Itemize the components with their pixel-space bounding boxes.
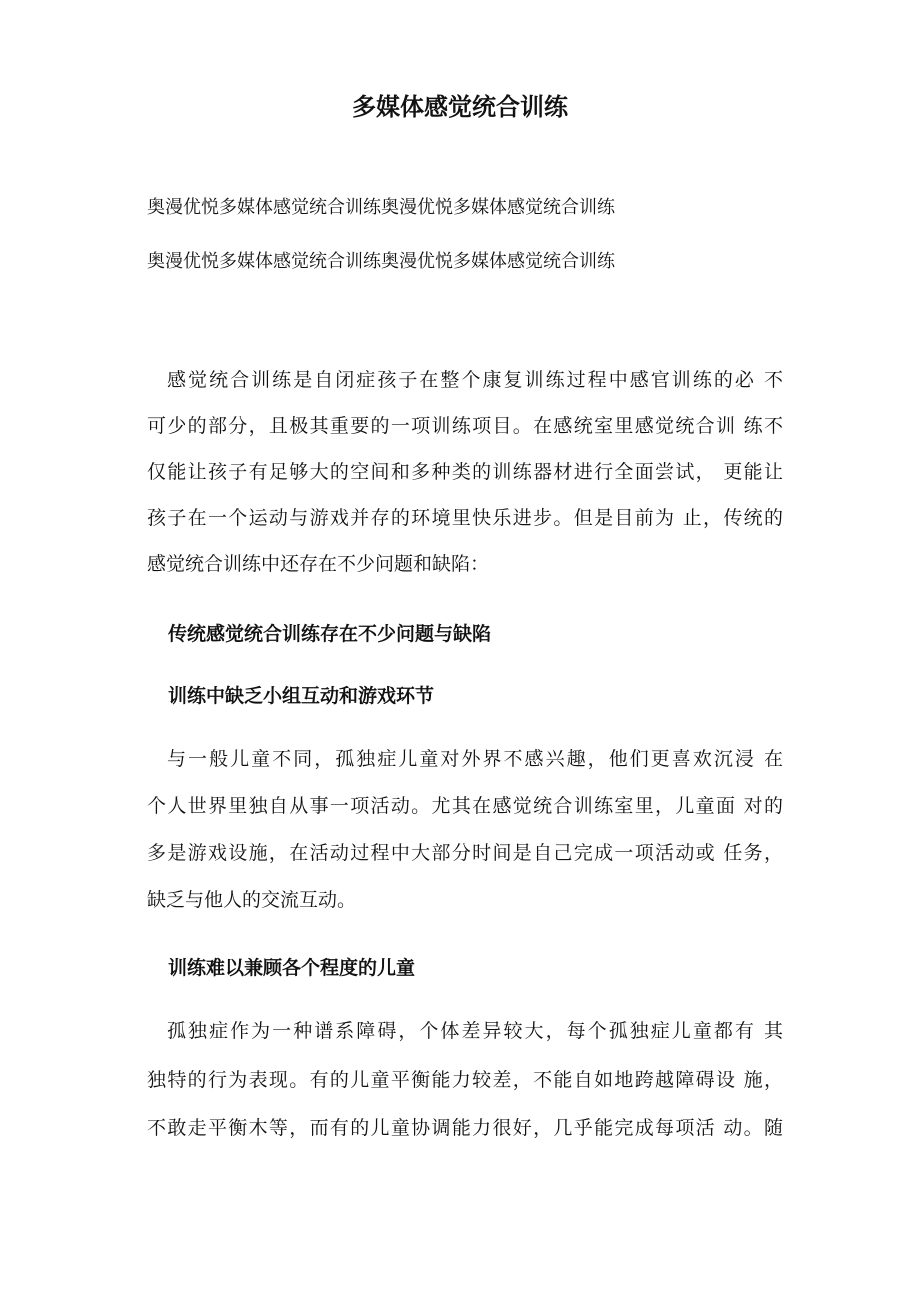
paragraph-line: 孩子在一个运动与游戏并存的环境里快乐进步。但是目前为 止，传统的 [147, 507, 783, 529]
paragraph-line: 缺乏与他人的交流互动。 [147, 889, 357, 911]
paragraph-line: 仅能让孩子有足够大的空间和多种类的训练器材进行全面尝试， 更能让 [147, 461, 783, 483]
paragraph-line: 不敢走平衡木等，而有的儿童协调能力很好，几乎能完成每项活 动。随 [147, 1117, 783, 1139]
paragraph-line: 多是游戏设施，在活动过程中大部分时间是自己完成一项活动或 任务， [147, 842, 783, 864]
paragraph-line: 感觉统合训练中还存在不少问题和缺陷： [147, 553, 490, 575]
subtitle-line: 奥漫优悦多媒体感觉统合训练奥漫优悦多媒体感觉统合训练 [147, 197, 615, 218]
section-heading: 传统感觉统合训练存在不少问题与缺陷 [168, 623, 492, 645]
paragraph-line: 感觉统合训练是自闭症孩子在整个康复训练过程中感官训练的必 不 [167, 369, 783, 391]
paragraph-line: 个人世界里独自从事一项活动。尤其在感觉统合训练室里，儿童面 对的 [147, 795, 783, 817]
paragraph-line: 独特的行为表现。有的儿童平衡能力较差，不能自如地跨越障碍设 施， [147, 1069, 783, 1091]
document-title: 多媒体感觉统合训练 [352, 93, 568, 121]
paragraph-line: 与一般儿童不同，孤独症儿童对外界不感兴趣，他们更喜欢沉浸 在 [167, 748, 783, 770]
section-heading: 训练难以兼顾各个程度的儿童 [168, 957, 416, 979]
paragraph-line: 孤独症作为一种谱系障碍，个体差异较大，每个孤独症儿童都有 其 [167, 1020, 783, 1042]
section-heading: 训练中缺乏小组互动和游戏环节 [168, 685, 435, 707]
paragraph-line: 可少的部分，且极其重要的一项训练项目。在感统室里感觉统合训 练不 [147, 415, 783, 437]
subtitle-line: 奥漫优悦多媒体感觉统合训练奥漫优悦多媒体感觉统合训练 [147, 251, 615, 272]
